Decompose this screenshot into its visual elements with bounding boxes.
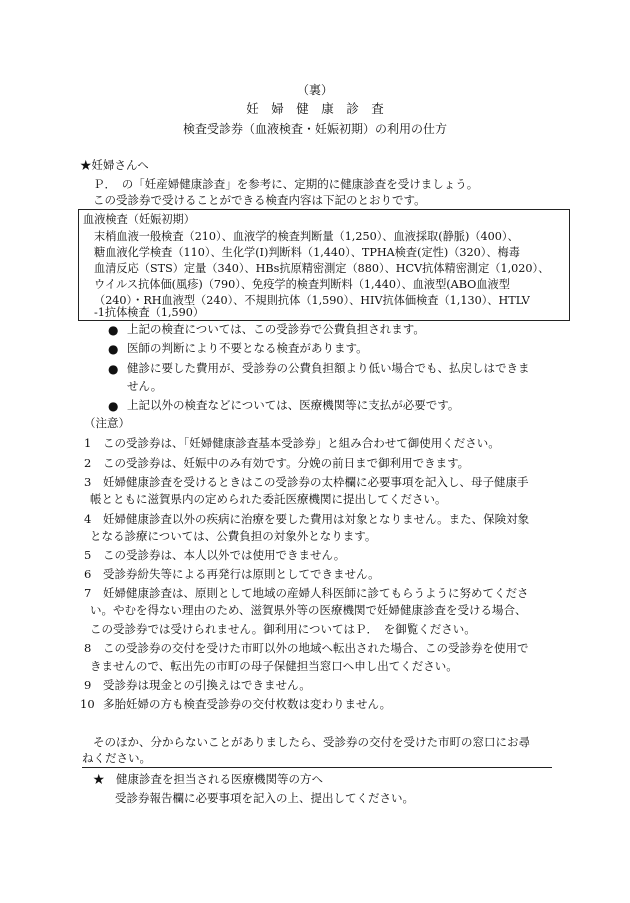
note-number: 6 — [84, 567, 92, 581]
note-text: この受診券は、本人以外では使用できません。 — [103, 548, 346, 562]
note-number: 9 — [84, 678, 92, 692]
note-number: 5 — [84, 548, 92, 562]
page-subtitle: 検査受診券（血液検査・妊娠初期）の利用の仕方 — [182, 122, 447, 136]
page-side-label: （裏） — [296, 83, 333, 97]
note-text: 受診券紛失等による再発行は原則としてできません。 — [103, 567, 380, 581]
note-text: 妊婦健康診査以外の疾病に治療を要した費用は対象となりません。また、保険対象 — [103, 512, 530, 526]
closing-line-2: ねください。 — [82, 751, 151, 765]
page-title: 妊 婦 健 康 診 査 — [246, 101, 384, 116]
notes-heading: （注意） — [84, 416, 130, 430]
blood-test-line: 糖血液化学検査（110）、生化学(Ⅰ)判断料（1,440）、TPHA検査(定性)（320）、梅毒 — [94, 246, 520, 259]
blood-test-box — [78, 209, 570, 321]
blood-test-line: 血清反応（STS）定量（340）、HBs抗原精密測定（880）、HCV抗体精密測定（1,020）、 — [94, 262, 550, 275]
blood-test-box-title: 血液検査（妊娠初期） — [83, 213, 195, 226]
blood-test-line: ウイルス抗体価(風疹)（790）、免疫学的検査判断料（1,440）、血液型(ABO血液型 — [94, 278, 510, 291]
note-number: 3 — [84, 475, 92, 489]
intro-heading: ★妊婦さんへ — [80, 158, 149, 172]
note-number: 7 — [84, 586, 92, 600]
blood-test-line: （240）・RH血液型（240）、不規則抗体（1,590）、HIV抗体価検査（1,130）、HTLV — [94, 294, 530, 307]
note-number: 10 — [80, 697, 95, 711]
note-text-continued: 帳とともに滋賀県内の定められた委託医療機関に提出してください。 — [90, 492, 447, 506]
bullet-text: 医師の判断により不要となる検査があります。 — [127, 341, 368, 355]
medical-instruction: 受診券報告欄に必要事項を記入の上、提出してください。 — [115, 791, 414, 805]
bullet-text: 上記の検査については、この受診券で公費負担されます。 — [127, 322, 425, 336]
intro-line-2: この受診券で受けることができる検査内容は下記のとおりです。 — [93, 193, 426, 207]
bullet-icon: ● — [108, 399, 119, 413]
note-text: この受診券は、妊娠中のみ有効です。分娩の前日まで御利用できます。 — [103, 456, 470, 470]
note-text: 受診券は現金との引換えはできません。 — [103, 678, 311, 692]
note-text: 多胎妊婦の方も検査受診券の交付枚数は変わりません。 — [103, 697, 392, 711]
blood-test-line: 末梢血液一般検査（210）、血液学的検査判断量（1,250）、血液採取(静脈)（400）、 — [94, 230, 519, 243]
bullet-icon: ● — [108, 362, 119, 376]
blood-test-line: -1抗体検査（1,590） — [94, 306, 205, 319]
bullet-icon: ● — [108, 323, 119, 337]
bullet-icon: ● — [108, 342, 119, 356]
intro-line-1: Ｐ． の「妊産婦健康診査」を参考に、定期的に健康診査を受けましょう。 — [93, 177, 479, 191]
note-text: この受診券は、「妊婦健康診査基本受診券」と組み合わせて御使用ください。 — [103, 436, 500, 450]
note-text-continued: この受診券では受けられません。御利用についてはＰ． を御覧ください。 — [90, 622, 476, 636]
note-text-continued: い。やむを得ない理由のため、滋賀県外等の医療機関で妊婦健康診査を受ける場合、 — [90, 603, 527, 617]
section-divider — [82, 767, 552, 768]
note-text: 妊婦健康診査を受けるときはこの受診券の太枠欄に必要事項を記入し、母子健康手 — [103, 475, 529, 489]
closing-line-1: そのほか、分からないことがありましたら、受診券の交付を受けた市町の窓口にお尋 — [93, 735, 530, 749]
note-text: この受診券の交付を受けた市町以外の地域へ転出された場合、この受診券を使用で — [103, 641, 529, 655]
note-number: 2 — [84, 456, 92, 470]
note-text: 妊婦健康診査は、原則として地域の産婦人科医師に診てもらうように努めてくださ — [103, 586, 529, 600]
bullet-text: 上記以外の検査などについては、医療機関等に支払が必要です。 — [127, 398, 460, 412]
note-number: 4 — [84, 512, 92, 526]
note-number: 1 — [84, 436, 92, 450]
bullet-text-continued: せん。 — [127, 379, 163, 393]
note-text-continued: となる診療については、公費負担の対象外となります。 — [90, 529, 377, 543]
note-number: 8 — [84, 641, 92, 655]
note-text-continued: きませんので、転出先の市町の母子保健担当窓口へ申し出てください。 — [90, 659, 458, 673]
medical-heading: ★ 健康診査を担当される医療機関等の方へ — [93, 772, 323, 786]
bullet-text: 健診に要した費用が、受診券の公費負担額より低い場合でも、払戻しはできま — [127, 361, 530, 375]
